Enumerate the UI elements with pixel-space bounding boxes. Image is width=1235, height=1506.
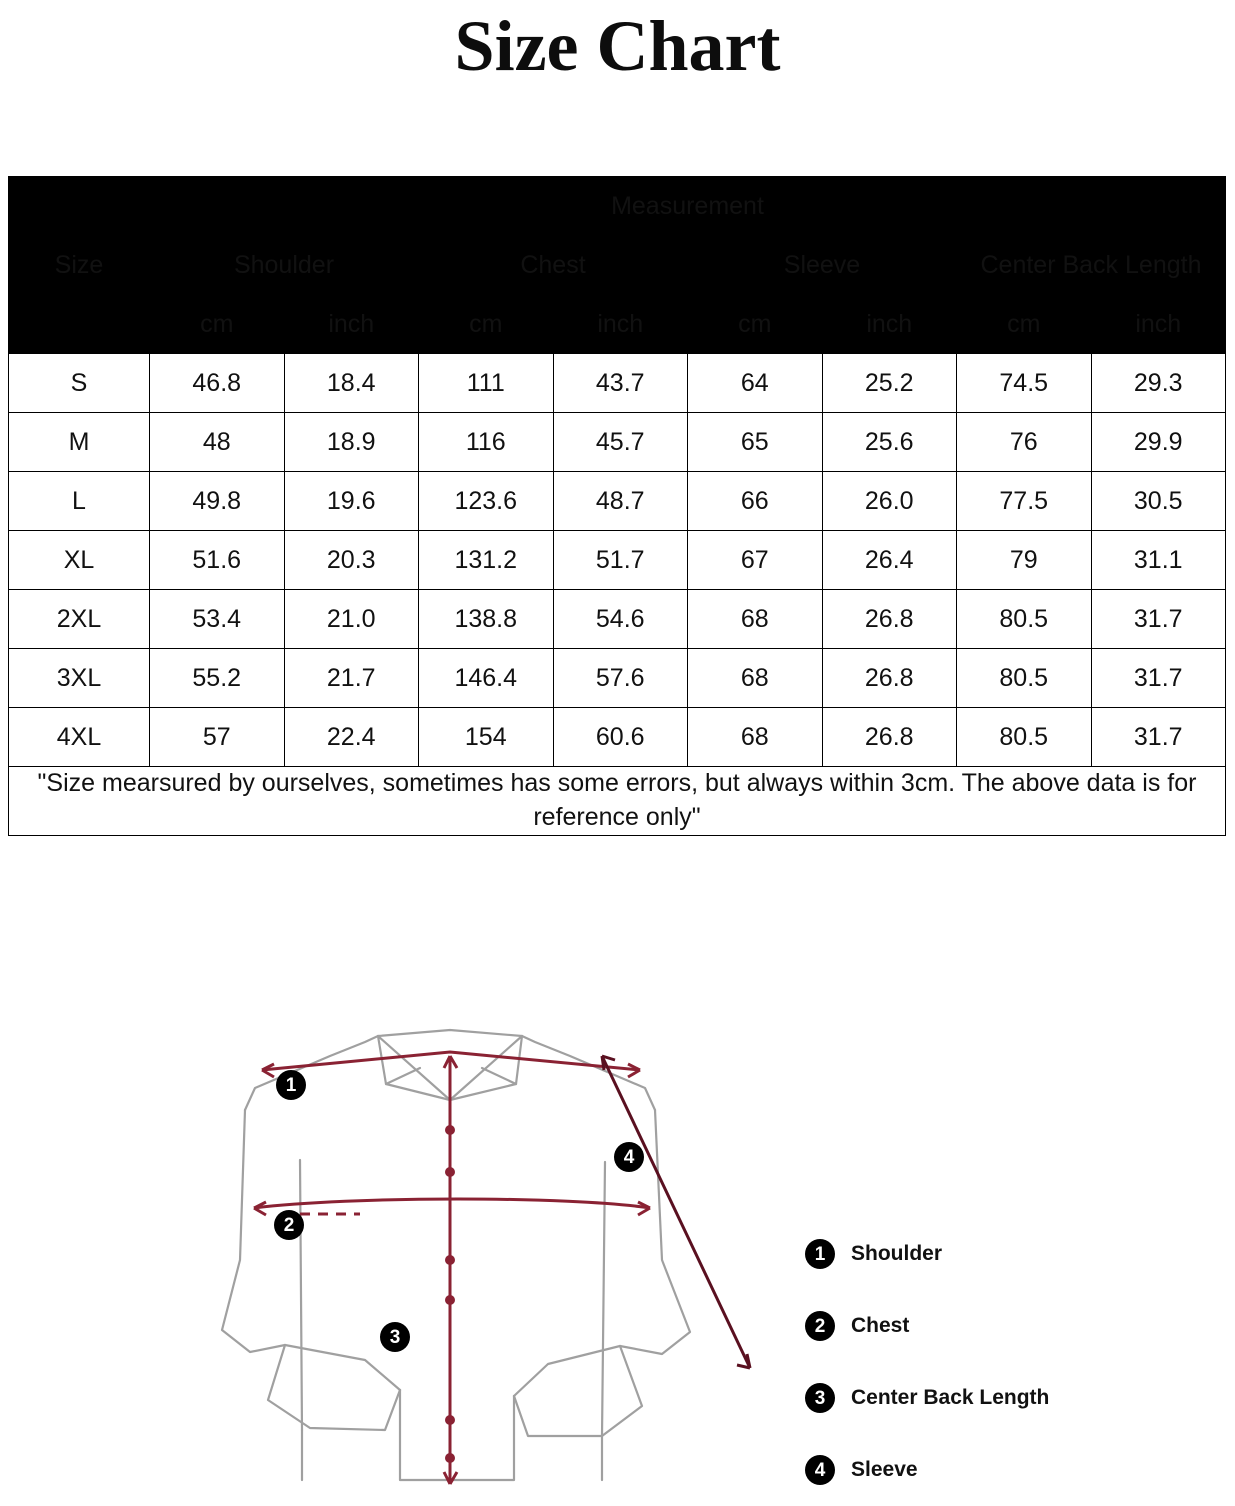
legend-label-chest: Chest <box>851 1314 910 1337</box>
cell-cbl-inch: 31.1 <box>1091 531 1226 590</box>
cell-chest-inch: 43.7 <box>553 354 688 413</box>
legend-item-sleeve <box>805 1434 1205 1506</box>
table-row <box>9 354 1226 413</box>
page-title: Size Chart <box>454 6 781 86</box>
table-row <box>9 590 1226 649</box>
cell-sleeve-cm: 66 <box>688 472 823 531</box>
cell-chest-cm: 116 <box>419 413 554 472</box>
cell-size: 2XL <box>9 590 150 649</box>
shirt-diagram-icon <box>150 960 770 1500</box>
legend-badge-2: 2 <box>805 1311 835 1341</box>
cell-sleeve-cm: 68 <box>688 708 823 767</box>
cell-size: L <box>9 472 150 531</box>
header-group-center-back-length: Center Back Length <box>957 236 1226 295</box>
cell-shoulder-cm: 49.8 <box>150 472 285 531</box>
cell-cbl-cm: 80.5 <box>957 590 1092 649</box>
cell-cbl-inch: 29.3 <box>1091 354 1226 413</box>
measurement-illustration <box>0 960 1235 1500</box>
table-header-row-measurement <box>9 177 1226 236</box>
cell-cbl-cm: 79 <box>957 531 1092 590</box>
cell-chest-cm: 146.4 <box>419 649 554 708</box>
header-measurement: Measurement <box>150 177 1226 236</box>
cell-shoulder-cm: 55.2 <box>150 649 285 708</box>
legend-badge-4: 4 <box>805 1455 835 1485</box>
diagram-marker-shoulder: 1 <box>276 1070 306 1100</box>
table-header-row-units <box>9 295 1226 354</box>
table-row <box>9 649 1226 708</box>
cell-shoulder-inch: 18.4 <box>284 354 419 413</box>
cell-chest-inch: 45.7 <box>553 413 688 472</box>
cell-size: 4XL <box>9 708 150 767</box>
measurement-note: "Size mearsured by ourselves, sometimes has some errors, but always within 3cm. The above data is for reference only" <box>9 767 1226 836</box>
cell-cbl-cm: 76 <box>957 413 1092 472</box>
cell-cbl-inch: 31.7 <box>1091 708 1226 767</box>
cell-shoulder-inch: 21.7 <box>284 649 419 708</box>
cell-cbl-cm: 80.5 <box>957 708 1092 767</box>
header-unit-cbl-cm: cm <box>957 295 1092 354</box>
cell-chest-cm: 138.8 <box>419 590 554 649</box>
cell-sleeve-cm: 65 <box>688 413 823 472</box>
cell-sleeve-cm: 67 <box>688 531 823 590</box>
size-chart-table <box>8 176 1226 836</box>
cell-chest-cm: 154 <box>419 708 554 767</box>
header-group-shoulder: Shoulder <box>150 236 419 295</box>
header-size: Size <box>9 177 150 354</box>
diagram-marker-sleeve: 4 <box>614 1142 644 1172</box>
diagram-marker-center-back-length: 3 <box>380 1322 410 1352</box>
table-row <box>9 413 1226 472</box>
cell-cbl-inch: 31.7 <box>1091 649 1226 708</box>
header-group-sleeve: Sleeve <box>688 236 957 295</box>
cell-sleeve-inch: 26.8 <box>822 590 957 649</box>
cell-chest-inch: 60.6 <box>553 708 688 767</box>
legend-item-center-back-length <box>805 1362 1205 1434</box>
cell-cbl-inch: 29.9 <box>1091 413 1226 472</box>
cell-size: S <box>9 354 150 413</box>
legend-badge-3: 3 <box>805 1383 835 1413</box>
header-unit-sleeve-inch: inch <box>822 295 957 354</box>
size-chart-table-container <box>8 176 1226 836</box>
cell-chest-inch: 48.7 <box>553 472 688 531</box>
cell-sleeve-inch: 26.8 <box>822 649 957 708</box>
legend-label-center-back-length: Center Back Length <box>851 1386 1050 1409</box>
cell-sleeve-cm: 68 <box>688 590 823 649</box>
cell-shoulder-inch: 18.9 <box>284 413 419 472</box>
header-unit-chest-cm: cm <box>419 295 554 354</box>
table-row <box>9 472 1226 531</box>
legend-badge-1: 1 <box>805 1239 835 1269</box>
cell-chest-cm: 123.6 <box>419 472 554 531</box>
legend-item-chest <box>805 1290 1205 1362</box>
cell-sleeve-inch: 25.6 <box>822 413 957 472</box>
legend-label-sleeve: Sleeve <box>851 1458 918 1481</box>
cell-cbl-cm: 77.5 <box>957 472 1092 531</box>
cell-sleeve-cm: 68 <box>688 649 823 708</box>
header-unit-shoulder-cm: cm <box>150 295 285 354</box>
table-header-row-groups <box>9 236 1226 295</box>
cell-size: XL <box>9 531 150 590</box>
cell-shoulder-inch: 20.3 <box>284 531 419 590</box>
cell-shoulder-inch: 19.6 <box>284 472 419 531</box>
cell-shoulder-cm: 57 <box>150 708 285 767</box>
header-unit-shoulder-inch: inch <box>284 295 419 354</box>
header-unit-sleeve-cm: cm <box>688 295 823 354</box>
cell-size: 3XL <box>9 649 150 708</box>
cell-cbl-inch: 30.5 <box>1091 472 1226 531</box>
cell-sleeve-inch: 26.4 <box>822 531 957 590</box>
legend <box>805 1218 1205 1506</box>
cell-shoulder-cm: 46.8 <box>150 354 285 413</box>
cell-chest-inch: 51.7 <box>553 531 688 590</box>
cell-shoulder-cm: 53.4 <box>150 590 285 649</box>
cell-sleeve-cm: 64 <box>688 354 823 413</box>
table-note-row <box>9 767 1226 836</box>
cell-cbl-cm: 74.5 <box>957 354 1092 413</box>
cell-cbl-inch: 31.7 <box>1091 590 1226 649</box>
cell-chest-inch: 57.6 <box>553 649 688 708</box>
diagram-marker-chest: 2 <box>274 1210 304 1240</box>
cell-sleeve-inch: 25.2 <box>822 354 957 413</box>
header-group-chest: Chest <box>419 236 688 295</box>
cell-sleeve-inch: 26.8 <box>822 708 957 767</box>
cell-shoulder-cm: 51.6 <box>150 531 285 590</box>
cell-size: M <box>9 413 150 472</box>
legend-label-shoulder: Shoulder <box>851 1242 943 1265</box>
cell-chest-cm: 131.2 <box>419 531 554 590</box>
cell-shoulder-cm: 48 <box>150 413 285 472</box>
table-row <box>9 531 1226 590</box>
cell-shoulder-inch: 22.4 <box>284 708 419 767</box>
legend-item-shoulder <box>805 1218 1205 1290</box>
cell-cbl-cm: 80.5 <box>957 649 1092 708</box>
cell-sleeve-inch: 26.0 <box>822 472 957 531</box>
cell-chest-cm: 111 <box>419 354 554 413</box>
header-unit-chest-inch: inch <box>553 295 688 354</box>
table-row <box>9 708 1226 767</box>
cell-chest-inch: 54.6 <box>553 590 688 649</box>
header-unit-cbl-inch: inch <box>1091 295 1226 354</box>
cell-shoulder-inch: 21.0 <box>284 590 419 649</box>
